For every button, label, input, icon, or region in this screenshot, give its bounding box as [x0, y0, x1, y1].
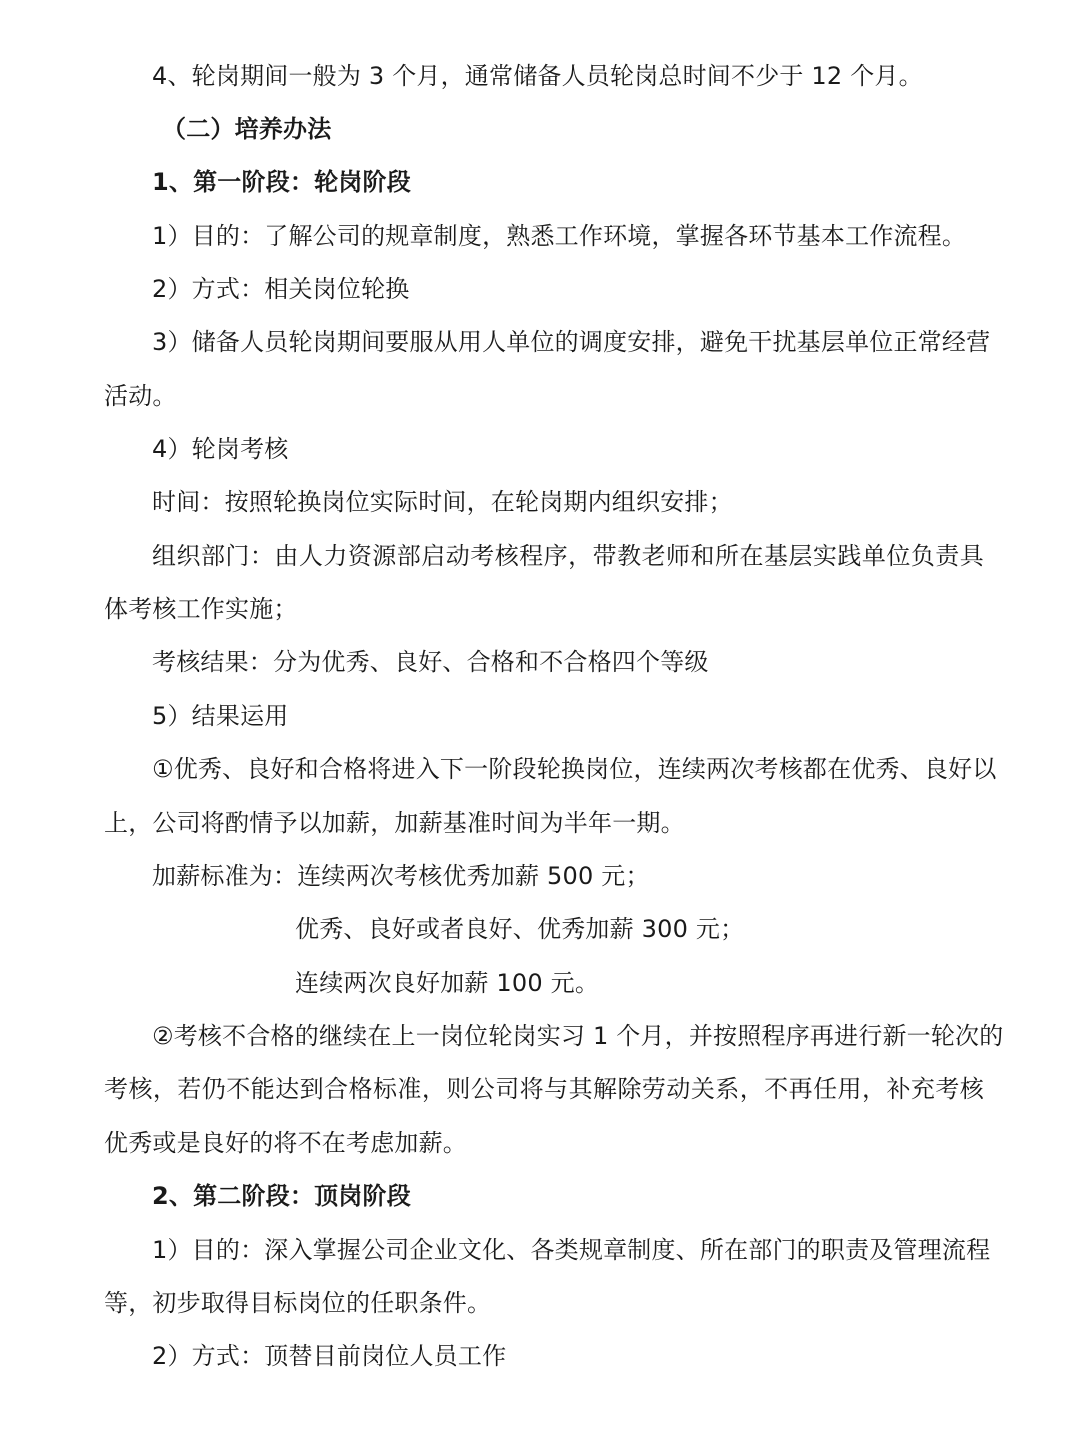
text-line-pass-next-stage-cont: 上，公司将酌情予以加薪，加薪基准时间为半年一期。 [104, 809, 685, 837]
text-line-fail-assessment-end: 优秀或是良好的将不在考虑加薪。 [104, 1129, 467, 1157]
text-line-stage2-method: 2）方式：顶替目前岗位人员工作 [152, 1342, 507, 1370]
text-line-organizing-department-cont: 体考核工作实施； [104, 595, 298, 623]
text-line-raise-standard: 加薪标准为：连续两次考核优秀加薪 500 元； [152, 862, 650, 890]
text-line-purpose: 1）目的：了解公司的规章制度，熟悉工作环境，掌握各环节基本工作流程。 [152, 222, 967, 250]
text-line-rotation-assessment: 4）轮岗考核 [152, 435, 289, 463]
text-line-raise-300: 优秀、良好或者良好、优秀加薪 300 元； [295, 915, 745, 943]
text-line-fail-assessment: ②考核不合格的继续在上一岗位轮岗实习 1 个月，并按照程序再进行新一轮次的 [152, 1022, 1004, 1050]
text-line-method: 2）方式：相关岗位轮换 [152, 275, 410, 303]
text-line-raise-100: 连续两次良好加薪 100 元。 [295, 969, 600, 997]
text-line-fail-assessment-cont: 考核，若仍不能达到合格标准，则公司将与其解除劳动关系，不再任用，补充考核 [104, 1075, 984, 1103]
stage-heading-rotation: 1、第一阶段：轮岗阶段 [152, 168, 411, 196]
section-heading-training-methods: （二）培养办法 [162, 115, 332, 143]
text-line-pass-next-stage: ①优秀、良好和合格将进入下一阶段轮换岗位，连续两次考核都在优秀、良好以 [152, 755, 997, 783]
text-line-stage2-purpose-cont: 等，初步取得目标岗位的任职条件。 [104, 1289, 492, 1317]
text-line-obey-schedule: 3）储备人员轮岗期间要服从用人单位的调度安排，避免干扰基层单位正常经营 [152, 328, 991, 356]
text-line-rotation-duration: 4、轮岗期间一般为 3 个月，通常储备人员轮岗总时间不少于 12 个月。 [152, 62, 923, 90]
text-line-result-application: 5）结果运用 [152, 702, 289, 730]
text-line-organizing-department: 组织部门：由人力资源部启动考核程序，带教老师和所在基层实践单位负责具 [152, 542, 984, 570]
text-line-obey-schedule-cont: 活动。 [104, 382, 177, 410]
stage-heading-substitute: 2、第二阶段：顶岗阶段 [152, 1182, 411, 1210]
text-line-stage2-purpose: 1）目的：深入掌握公司企业文化、各类规章制度、所在部门的职责及管理流程 [152, 1236, 991, 1264]
text-line-assessment-result: 考核结果：分为优秀、良好、合格和不合格四个等级 [152, 648, 709, 676]
text-line-assessment-time: 时间：按照轮换岗位实际时间，在轮岗期内组织安排； [152, 488, 733, 516]
